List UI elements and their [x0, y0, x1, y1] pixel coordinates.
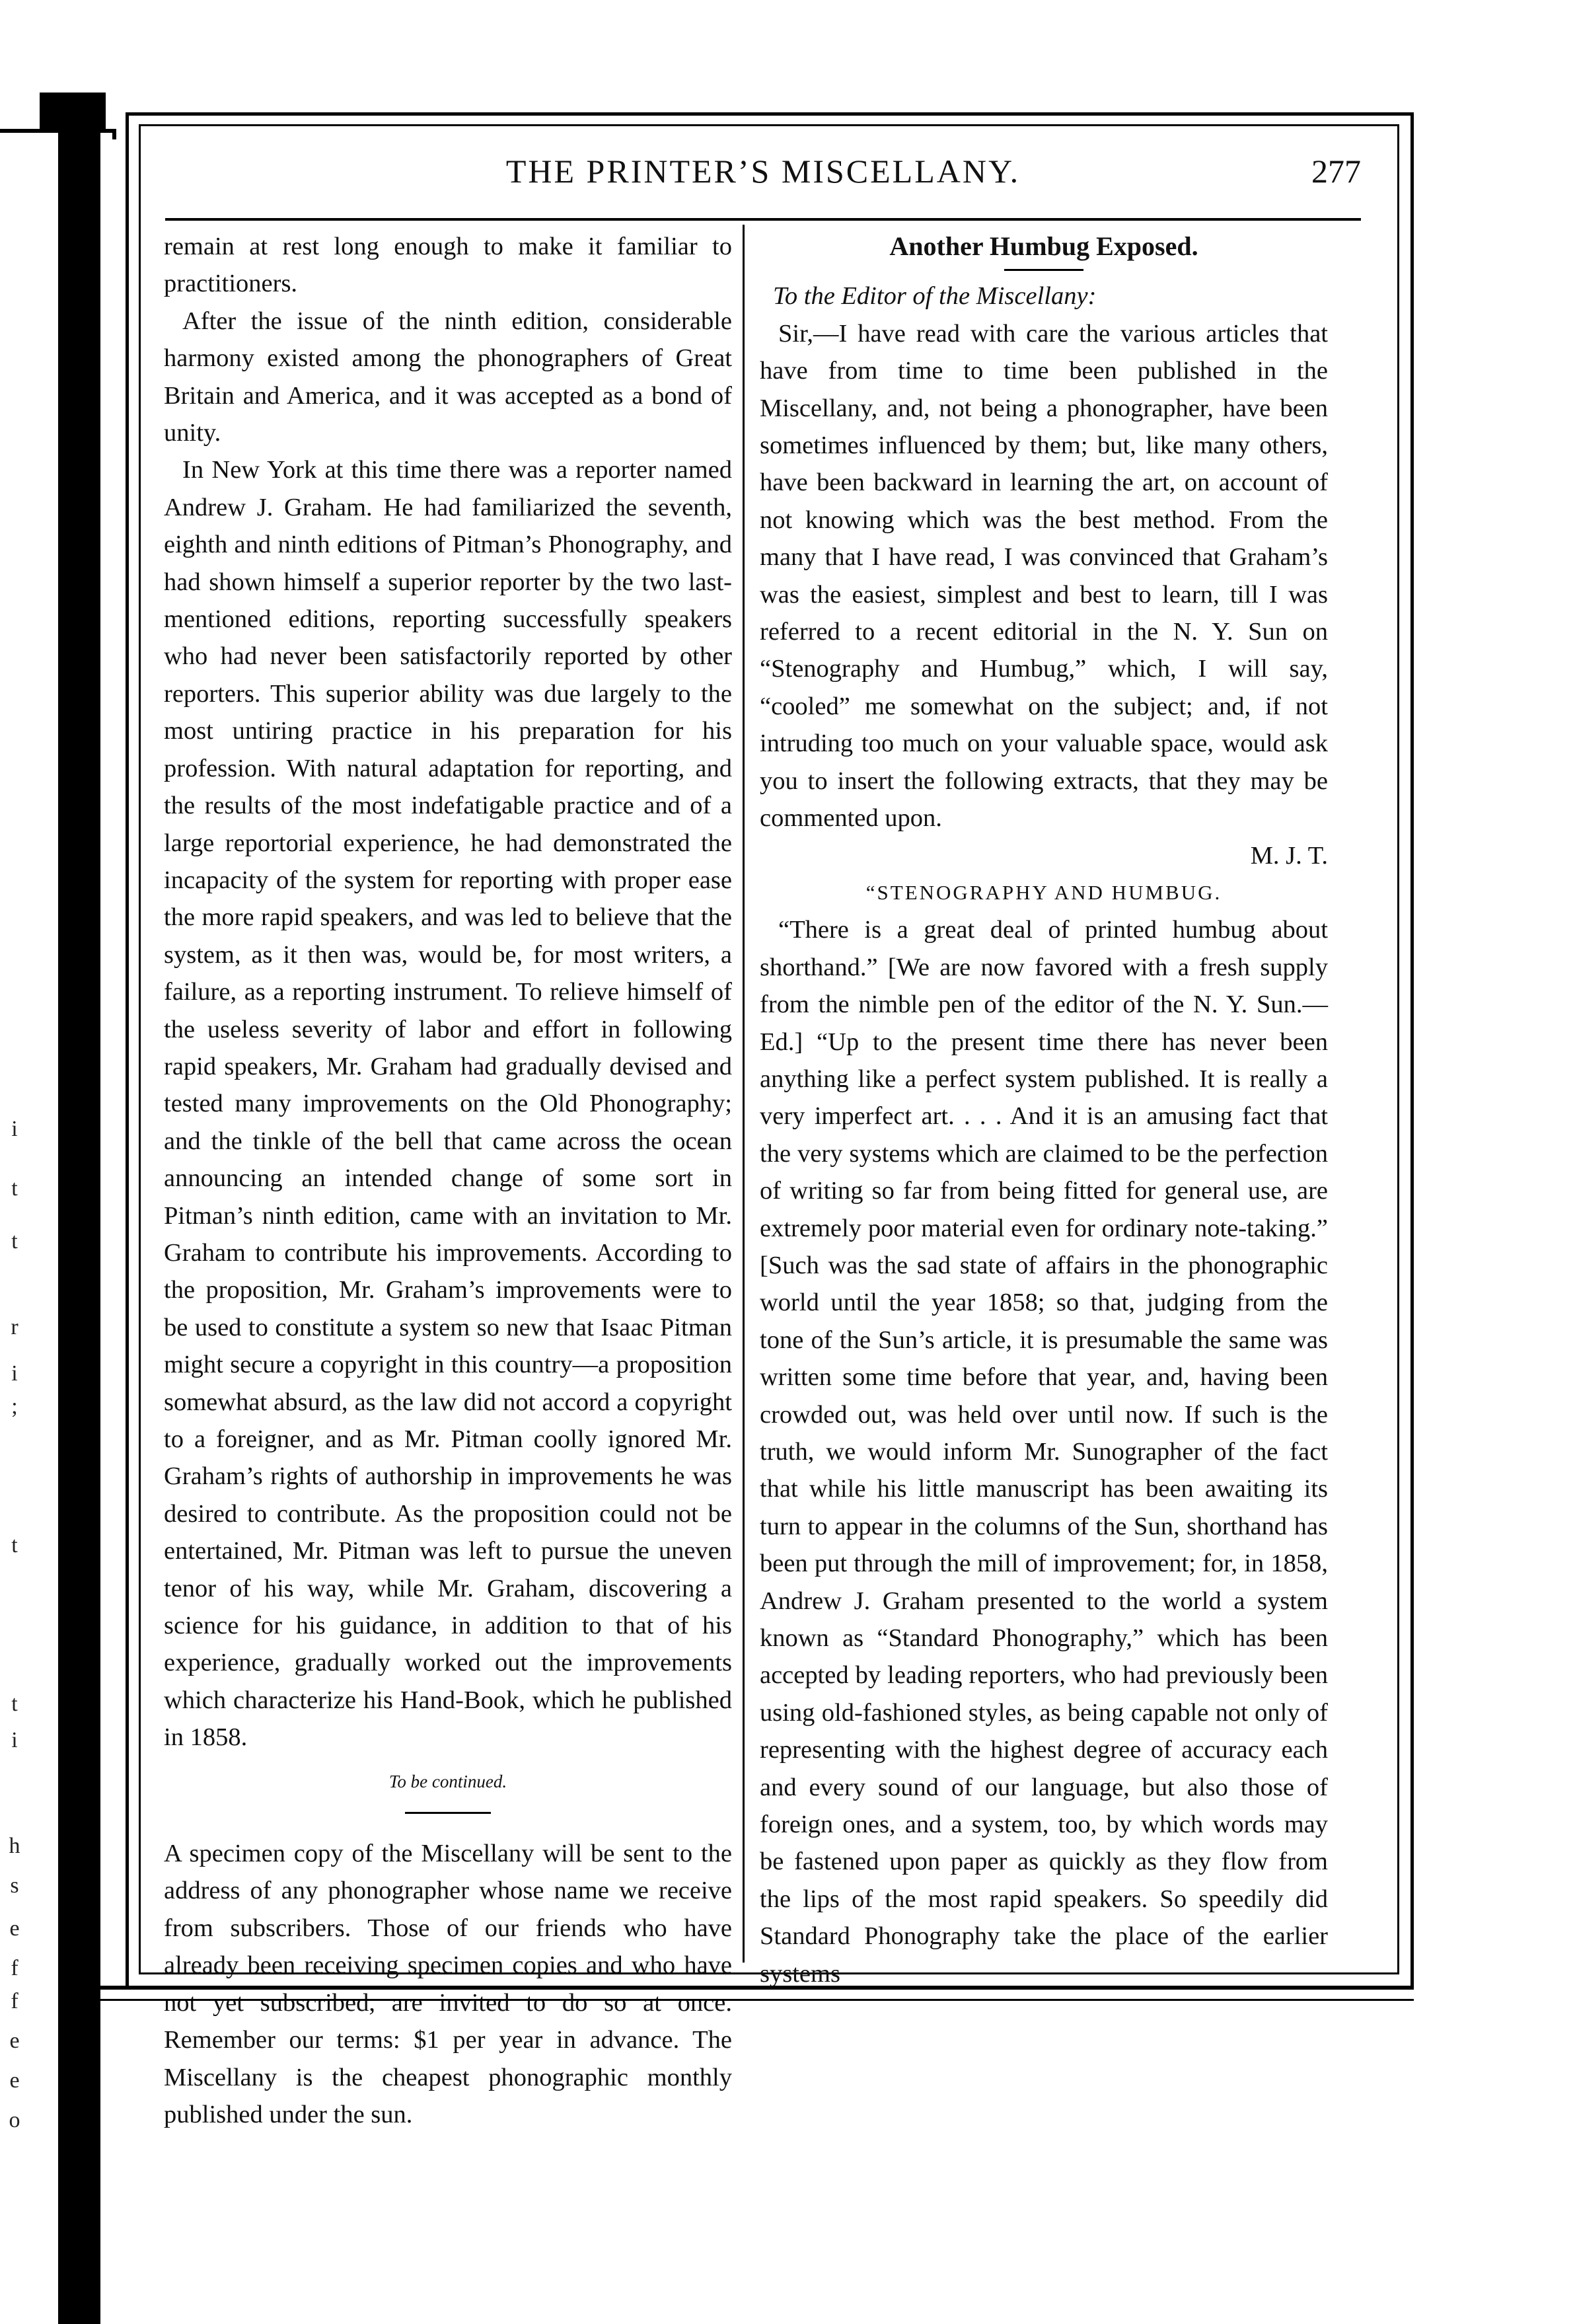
article-title: Another Humbug Exposed. — [889, 231, 1198, 261]
paragraph: After the issue of the ninth edition, considerable harmony existed among the phonographers of Great Britain and America, and it was accepted as a bond of unity. — [164, 307, 732, 447]
letter-salutation: To the Editor of the Miscellany: — [773, 282, 1097, 311]
bleed-letter: o — [9, 2108, 20, 2132]
footer-rule-thick — [99, 1986, 1414, 1990]
title-rule — [1004, 269, 1083, 271]
bleed-letter: e — [9, 2068, 20, 2093]
subscription-notice: A specimen copy of the Miscellany will be sent to the address of any phonographer whose name we receive from subscribers. Those of our friends who have already been receiving specimen copies and who have not yet subscribed, are invited to do so at once. Remember our terms: $1 per year in advance. The Miscellany is the cheapest phonographic monthly published under the sun. — [164, 1840, 732, 2128]
bleed-letter: e — [9, 2029, 20, 2053]
paragraph: remain at rest long enough to make it familiar to practitioners. — [164, 233, 732, 298]
bleed-letter: h — [9, 1834, 20, 1858]
bleed-letter: s — [10, 1873, 19, 1898]
running-head — [165, 152, 1361, 205]
letter-body: Sir,—I have read with care the various articles that have from time to time been published in the Miscellany, and, not being a phonographer, have been sometimes influenced by them; but, like many others, have been backward in learning the art, on account of not knowing which was the best method. From the many that I have read, I was convinced that Graham’s was the easiest, simplest and best to learn, till I was referred to a recent editorial in the N. Y. Sun on “Stenography and Humbug,” which, I will say, “cooled” me somewhat on the subject; and, if not intruding too much on your valuable space, would ask you to insert the following extracts, that they may be commented upon. — [760, 319, 1328, 833]
bleed-letter: f — [11, 1989, 18, 2013]
bleed-letter: t — [11, 1176, 18, 1201]
continued-note: To be continued. — [388, 1771, 507, 1791]
header-rule — [165, 218, 1361, 221]
bleed-letter: t — [11, 1692, 18, 1716]
right-column — [760, 228, 1328, 1992]
letter-signature: M. J. T. — [1250, 841, 1328, 870]
bleed-letter: i — [11, 1117, 18, 1141]
left-column — [164, 228, 732, 2133]
bleed-letter: i — [11, 1728, 18, 1752]
bleed-letter: e — [9, 1916, 20, 1941]
section-heading: “STENOGRAPHY AND HUMBUG. — [865, 880, 1222, 904]
paragraph: In New York at this time there was a reporter named Andrew J. Graham. He had familiarized the seventh, eighth and ninth editions of Pitman’s Phonography, and had shown himself a superior reporter by the two last-mentioned editions, reporting successfully speakers who had never been satisfactorily reported by other reporters. This superior ability was due largely to the most untiring practice in his preparation for his profession. With natural adaptation for reporting, and the results of the most indefatigable practice and of a large reportorial experience, he had demonstrated the incapacity of the system for reporting with proper ease the more rapid speakers, and was led to believe that the system, as it then was, would be, for most writers, a failure, as a reporting instrument. To relieve himself of the useless severity of labor and effort in following rapid speakers, Mr. Graham had gradually devised and tested many improvements on the Old Phonography; and the tinkle of the bell that came across the ocean announcing an intended change of some sort in Pitman’s ninth edition, came with an invitation to Mr. Graham to contribute his improvements. According to the proposition, Mr. Graham’s improvements were to be used to constitute a system so new that Isaac Pitman might secure a copyright in this country—a proposition somewhat absurd, as the law did not accord a copyright to a foreigner, and as Mr. Pitman coolly ignored Mr. Graham’s rights of authorship in improvements he was desired to contribute. As the proposition could not be entertained, Mr. Pitman was left to pursue the uneven tenor of his way, while Mr. Graham, discovering a science for his guidance, in addition to that of his experience, gradually worked out the improvements which characterize his Hand-Book, which he published in 1858. — [164, 456, 732, 1752]
bleed-letter: r — [11, 1315, 18, 1339]
binding-shadow — [58, 93, 100, 2324]
divider — [405, 1812, 491, 1814]
letter-signoff — [760, 837, 1328, 874]
facing-page-rule — [0, 129, 116, 139]
article-body: “There is a great deal of printed humbug about shorthand.” [We are now favored with a fresh supply from the nimble pen of the editor of the N. Y. Sun.—Ed.] “Up to the present time there has never been anything like a perfect system published. It is really a very imperfect art. . . . And it is an amusing fact that the very systems which are claimed to be the perfection of writing so far from being fitted for general use, are extremely poor material even for ordinary note-taking.” [Such was the sad state of affairs in the phonographic world until the year 1858; so that, judging from the tone of the Sun’s article, it is presumable the same was written some time before that year, and, having been crowded out, was held over until now. If such is the truth, we would inform Mr. Sunographer of the fact that while his little manuscript has been awaiting its turn to appear in the columns of the Sun, shorthand has been put through the mill of improvement; for, in 1858, Andrew J. Graham presented to the world a system known as “Standard Phonography,” which has been accepted by leading reporters, who had previously been using old-fashioned styles, as being capable not only of representing with the highest degree of accuracy each and every sound of our language, but also those of foreign ones, and a system, too, by which words may be fastened upon paper as quickly as they flow from the lips of the most rapid speakers. So speedily did Standard Phonography take the place of the earlier systems — [760, 916, 1328, 1988]
bleed-letter: t — [11, 1229, 18, 1254]
bleed-letter: t — [11, 1533, 18, 1557]
bleed-letter: ; — [11, 1394, 18, 1419]
running-title: THE PRINTER’S MISCELLANY. — [505, 153, 1021, 190]
column-rule — [743, 225, 745, 1963]
footer-rule-thin — [99, 1999, 1414, 2001]
bleed-letter: f — [11, 1956, 18, 1980]
page-number: 277 — [1311, 153, 1361, 190]
bleed-letter: i — [11, 1361, 18, 1386]
